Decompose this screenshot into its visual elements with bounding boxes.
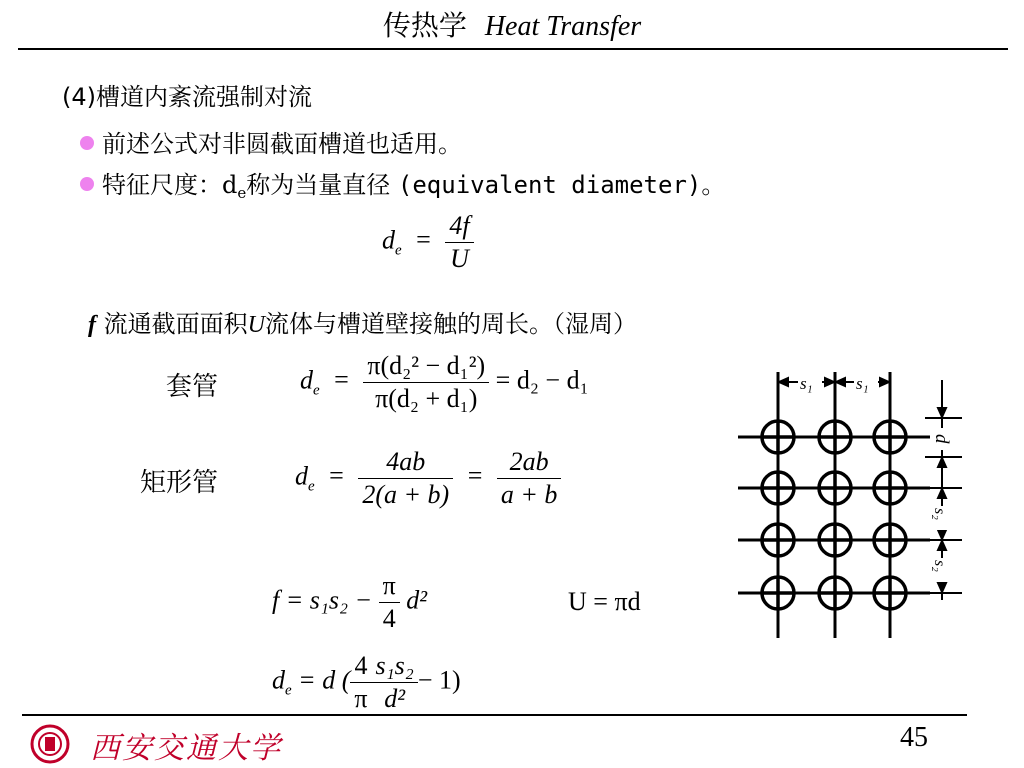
rect-fraction-2 [497,446,562,511]
bullet-dot-icon [80,136,94,150]
bundle-fraction-1 [350,650,371,715]
section-heading [62,82,312,112]
rect-lhs-sub: e [308,478,315,495]
label-rectangle: 矩形管 [140,468,219,498]
rect-lhs: d [295,461,308,491]
page-title [0,6,1024,46]
bullet-dot-icon [80,177,94,191]
university-seal-icon [30,724,74,764]
section-heading-text: 槽道内紊流强制对流 [96,83,312,111]
d-label: d [931,434,952,444]
formula-annulus: $d_e$ = $\frac{\text{π(d₂² − d₁²)}}{\text{π(d₂ + d₁)}}$ = d₂ − d₁ [300,351,589,413]
bullet-2-end: 。 [701,171,726,199]
bundle-numerator-1: 4 [350,650,371,683]
annulus-lhs-sub: e [313,382,320,399]
definition-text-1: 流通截面面积 [96,310,248,338]
s1-label-left: s₁ [800,374,813,393]
bundle-lhs: d [272,665,285,695]
formula-lhs: d [382,225,395,255]
flow-area-fraction [379,570,400,635]
footer-divider [22,714,967,716]
formula-perimeter: U = πd [568,587,641,616]
bundle-numerator-2: s₁s₂ [372,650,418,683]
formula-fraction [445,210,473,275]
bundle-tail: − 1) [417,665,461,695]
university-name: 西安交通大学 [90,731,282,766]
formula-rectangle: $d_e$ = $\frac{4ab}{2(a + b)}$ = $\frac{2ab}{a + b}$ [295,446,561,511]
bundle-lhs-sub: e [285,682,292,699]
formula-bundle-diameter [272,650,461,715]
flow-area-numerator: π [379,570,400,603]
flow-area-lhs: f = s₁s₂ − [272,585,373,615]
s2-label-lower: s₂ [931,560,948,572]
page-number: 45 [900,722,928,753]
bullet-item-2 [80,170,725,208]
bullet-item-1 [80,129,462,159]
bundle-denominator-2: d² [384,684,406,713]
formula-denominator: U [450,244,469,273]
bullet-1-text: 前述公式对非圆截面槽道也适用。 [102,130,462,158]
formula-eq: = [416,225,431,255]
bullet-2-pre: 特征尺度：d [102,171,238,199]
bundle-fraction-2 [372,650,418,715]
annulus-numerator: π(d₂² − d₁²) [363,350,489,383]
annulus-fraction [363,350,489,415]
formula-equivalent-diameter [382,210,474,275]
definition-line [88,309,637,340]
annulus-lhs: d [300,365,313,395]
label-annulus: 套管 [166,372,219,402]
rect-numerator-1: 4ab [358,446,453,479]
s1-label-right: s₁ [856,374,869,393]
annulus-rhs: = d₂ − d₁ [495,365,589,395]
bundle-mid: = d ( [298,665,351,695]
annulus-denominator: π(d₂ + d₁) [375,384,478,413]
tube-bundle-diagram [730,360,980,650]
formula-lhs-sub: e [395,242,402,259]
bullet-2-english: (equivalent diameter) [397,171,702,199]
definition-u: U [247,312,265,338]
definition-text-2: 流体与槽道壁接触的周长。（湿周） [264,310,637,338]
title-chinese: 传热学 [382,9,467,42]
bullet-2-sub: e [237,184,247,202]
rect-fraction-1 [358,446,453,511]
rect-numerator-2: 2ab [497,446,562,479]
formula-flow-area [272,570,427,635]
header-divider [18,48,1008,50]
rect-denominator-2: a + b [500,480,558,509]
rect-denominator-1: 2(a + b) [362,480,450,509]
definition-f: f [88,312,96,338]
flow-area-denominator: 4 [382,604,396,633]
bundle-denominator-1: π [354,684,368,713]
title-english: Heat Transfer [484,11,642,42]
s2-label-upper: s₂ [931,508,948,520]
formula-numerator: 4f [445,210,473,243]
flow-area-tail: d² [406,585,428,615]
section-number: (4) [62,83,96,111]
bullet-2-mid: 称为当量直径 [246,171,398,199]
